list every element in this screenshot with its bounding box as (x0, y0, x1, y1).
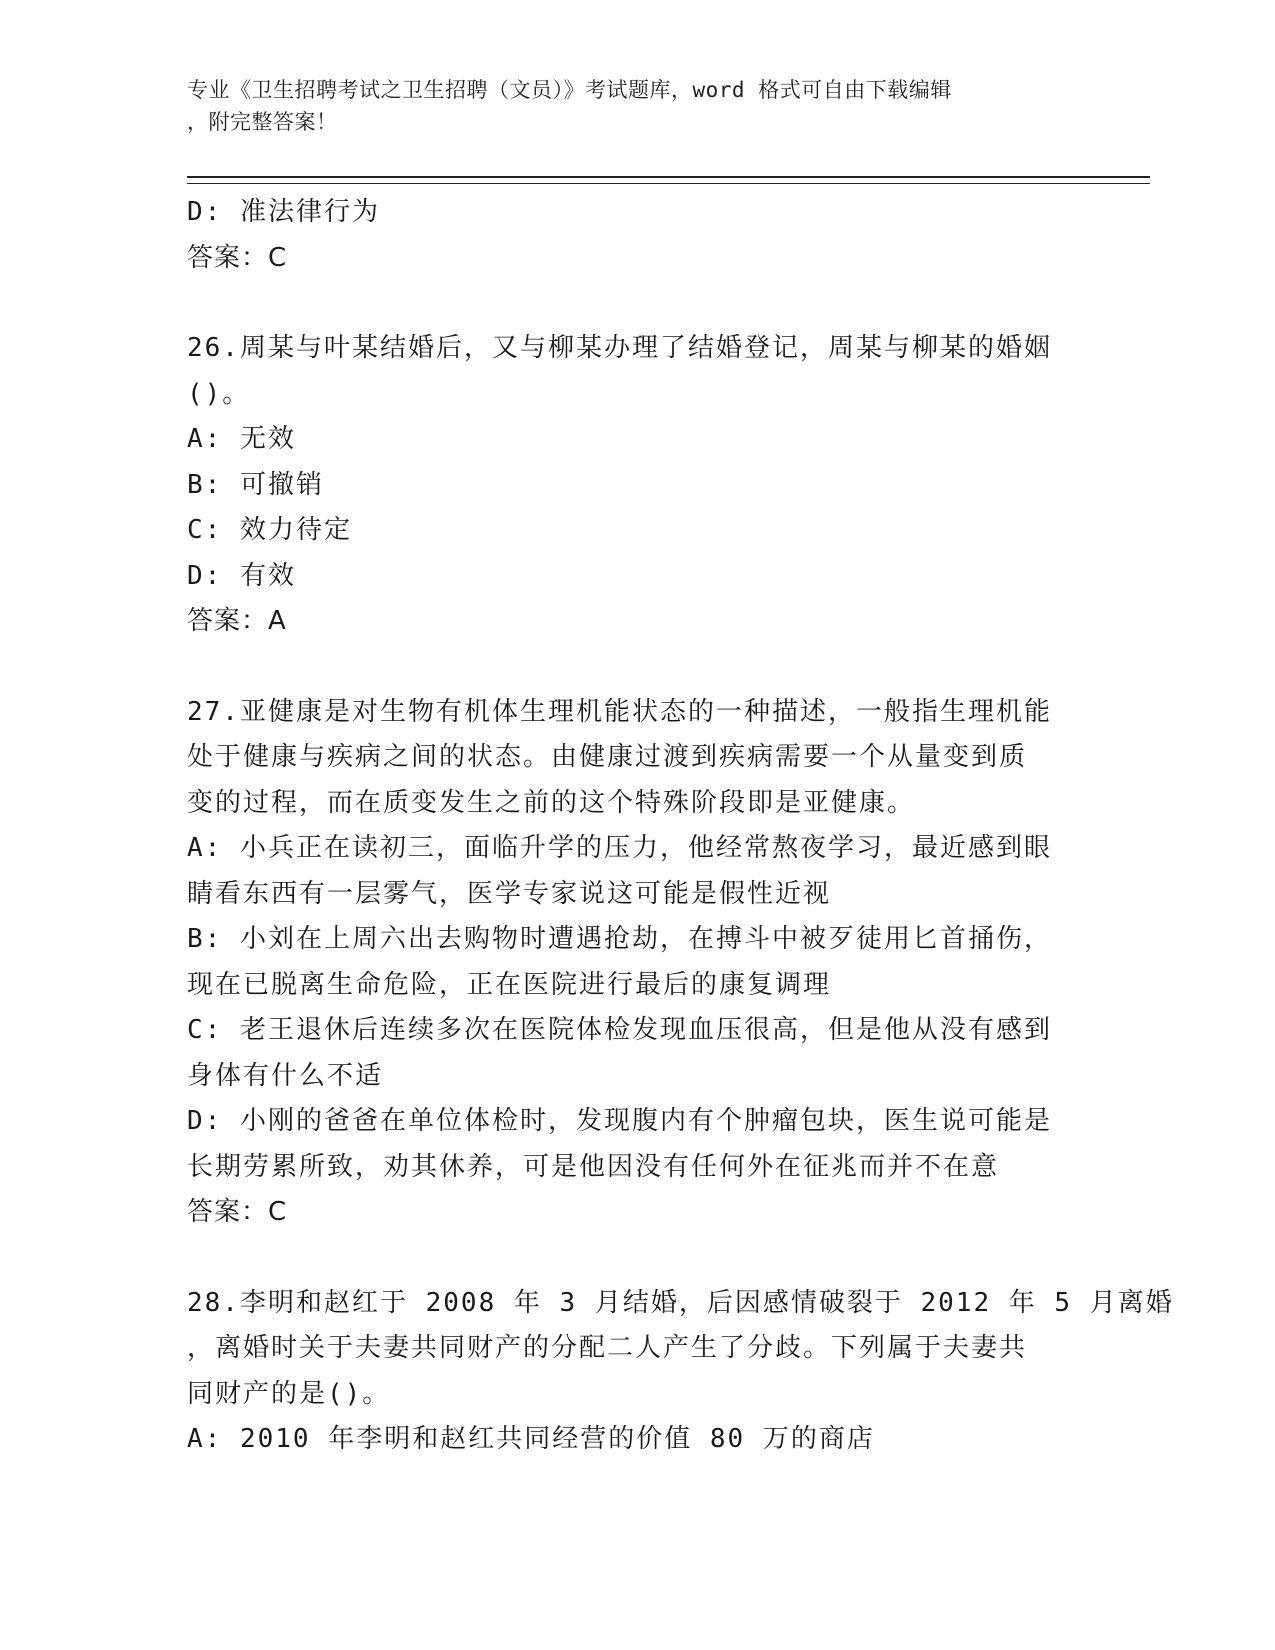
q28-option-a: A: 2010 年李明和赵红共同经营的价值 80 万的商店 (187, 1424, 875, 1454)
q26-stem-line-2: ()。 (187, 378, 251, 409)
prev-option-d: D: 准法律行为 (187, 197, 380, 227)
q27-option-b-line-2: 现在已脱离生命危险，正在医院进行最后的康复调理 (187, 969, 832, 1000)
q26-option-c: C: 效力待定 (187, 515, 352, 545)
q27-stem-line-2: 处于健康与疾病之间的状态。由健康过渡到疾病需要一个从量变到质 (187, 742, 1028, 772)
q28-stem-line-3: 同财产的是()。 (187, 1378, 391, 1409)
q27-option-d-line-1: D: 小刚的爸爸在单位体检时，发现腹内有个肿瘤包块，医生说可能是 (187, 1106, 1052, 1136)
q26-option-a: A: 无效 (187, 424, 296, 454)
q27-option-c-line-2: 身体有什么不适 (187, 1060, 384, 1091)
q26-answer: 答案：A (187, 606, 287, 636)
q27-option-a-line-2: 睛看东西有一层雾气，医学专家说这可能是假性近视 (187, 878, 832, 909)
q27-option-c-line-1: C: 老王退休后连续多次在医院体检发现血压很高，但是他从没有感到 (187, 1015, 1052, 1045)
q28-stem-line-2: ，离婚时关于夫妻共同财产的分配二人产生了分歧。下列属于夫妻共 (187, 1333, 1028, 1363)
q27-stem-line-3: 变的过程，而在质变发生之前的这个特殊阶段即是亚健康。 (187, 787, 916, 818)
q26-stem-line-1: 26.周某与叶某结婚后，又与柳某办理了结婚登记，周某与柳某的婚姻 (187, 333, 1052, 363)
q27-option-b-line-1: B: 小刘在上周六出去购物时遭遇抢劫，在搏斗中被歹徒用匕首捅伤， (187, 924, 1052, 954)
q26-option-d: D: 有效 (187, 560, 296, 591)
prev-answer: 答案：C (187, 242, 288, 273)
q27-option-a-line-1: A: 小兵正在读初三，面临升学的压力，他经常熬夜学习，最近感到眼 (187, 833, 1052, 863)
q26-option-b: B: 可撤销 (187, 469, 324, 500)
document-header (187, 74, 1087, 138)
header-line-2: ，附完整答案！ (187, 110, 338, 134)
q27-stem-line-1: 27.亚健康是对生物有机体生理机能状态的一种描述，一般指生理机能 (187, 696, 1052, 727)
question-content (187, 190, 1174, 1463)
q28-stem-line-1: 28.李明和赵红于 2008 年 3 月结婚，后因感情破裂于 2012 年 5 月离婚 (187, 1287, 1174, 1318)
header-divider (187, 176, 1150, 184)
q27-answer: 答案：C (187, 1197, 288, 1227)
q27-option-d-line-2: 长期劳累所致，劝其休养，可是他因没有任何外在征兆而并不在意 (187, 1151, 1000, 1182)
header-line-1: 专业《卫生招聘考试之卫生招聘（文员）》考试题库，word 格式可自由下载编辑 (187, 78, 952, 102)
